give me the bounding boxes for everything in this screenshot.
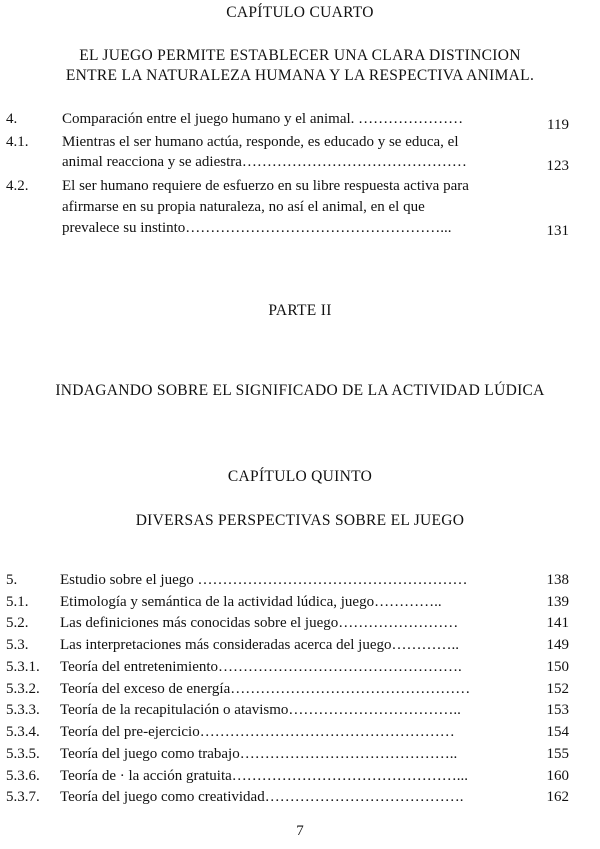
toc-entry-number: 4. <box>6 111 18 127</box>
toc-entry-number: 4.1. <box>6 134 29 150</box>
toc-entry-page: 139 <box>546 594 569 610</box>
toc-entry-text-line: prevalece su instinto……………………………………………... <box>62 220 452 236</box>
toc-entry-text: Las definiciones más conocidas sobre el juego…………………… <box>60 615 459 631</box>
toc-entry-number: 5.3. <box>6 637 29 653</box>
chapter-4-title-line-1: EL JUEGO PERMITE ESTABLECER UNA CLARA DISTINCION <box>79 47 521 64</box>
toc-entry-number: 5.3.7. <box>6 789 40 805</box>
toc-entry-text: Las interpretaciones más consideradas acerca del juego………….. <box>60 637 460 653</box>
toc-entry-number: 5.3.3. <box>6 702 40 718</box>
toc-entry-page: 155 <box>546 746 569 762</box>
toc-entry-text: Etimología y semántica de la actividad lúdica, juego………….. <box>60 594 442 610</box>
toc-entry-text-line: animal reacciona y se adiestra……………………………………… <box>62 154 467 170</box>
page-number: 7 <box>296 823 304 839</box>
toc-entry-text: Teoría del entretenimiento…………………………………………. <box>60 659 462 675</box>
chapter-5-heading: CAPÍTULO QUINTO <box>227 468 373 485</box>
toc-entry-text-line: afirmarse en su propia naturaleza, no así el animal, en el que <box>62 199 425 215</box>
toc-entry-page: 119 <box>547 117 569 133</box>
toc-entry-text: Teoría del exceso de energía………………………………………… <box>60 681 471 697</box>
toc-entry-page: 150 <box>546 659 569 675</box>
toc-entry-text: Teoría del juego como creatividad…………………………………. <box>60 789 464 805</box>
chapter-5-title: DIVERSAS PERSPECTIVAS SOBRE EL JUEGO <box>135 512 465 529</box>
toc-entry-text-line: El ser humano requiere de esfuerzo en su libre respuesta activa para <box>62 178 469 194</box>
toc-entry-text: Estudio sobre el juego ……………………………………………… <box>60 572 468 588</box>
toc-entry-page: 123 <box>546 158 569 174</box>
toc-entry-number: 5.3.2. <box>6 681 40 697</box>
toc-entry-text: Teoría de la recapitulación o atavismo…………………………….. <box>60 702 461 718</box>
toc-entry-number: 5. <box>6 572 18 588</box>
toc-entry-number: 5.3.5. <box>6 746 40 762</box>
toc-entry-text-line: Mientras el ser humano actúa, responde, es educado y se educa, el <box>62 134 459 150</box>
toc-entry-page: 149 <box>546 637 569 653</box>
toc-entry-text: Teoría de · la acción gratuita………………………………………... <box>60 768 469 784</box>
toc-entry-text: Teoría del pre-ejercicio…………………………………………… <box>60 724 455 740</box>
toc-entry-text: Teoría del juego como trabajo…………………………………….. <box>60 746 458 762</box>
toc-entry-page: 153 <box>546 702 569 718</box>
toc-entry-page: 141 <box>546 615 569 631</box>
toc-entry-number: 5.1. <box>6 594 29 610</box>
chapter-4-heading: CAPÍTULO CUARTO <box>226 4 374 21</box>
toc-entry-number: 4.2. <box>6 178 29 194</box>
toc-entry-page: 138 <box>546 572 569 588</box>
part-2-heading: PARTE II <box>268 302 332 319</box>
chapter-4-title-line-2: ENTRE LA NATURALEZA HUMANA Y LA RESPECTIVA ANIMAL. <box>65 67 535 84</box>
toc-entry-number: 5.3.6. <box>6 768 40 784</box>
toc-entry-number: 5.2. <box>6 615 29 631</box>
toc-entry-page: 154 <box>546 724 569 740</box>
toc-entry-page: 152 <box>546 681 569 697</box>
toc-entry-number: 5.3.4. <box>6 724 40 740</box>
toc-entry-number: 5.3.1. <box>6 659 40 675</box>
part-2-title: INDAGANDO SOBRE EL SIGNIFICADO DE LA ACTIVIDAD LÚDICA <box>55 382 545 399</box>
toc-entry-text: Comparación entre el juego humano y el animal. ………………… <box>62 111 464 127</box>
toc-entry-page: 160 <box>546 768 569 784</box>
toc-entry-page: 131 <box>546 223 569 239</box>
toc-entry-page: 162 <box>546 789 569 805</box>
